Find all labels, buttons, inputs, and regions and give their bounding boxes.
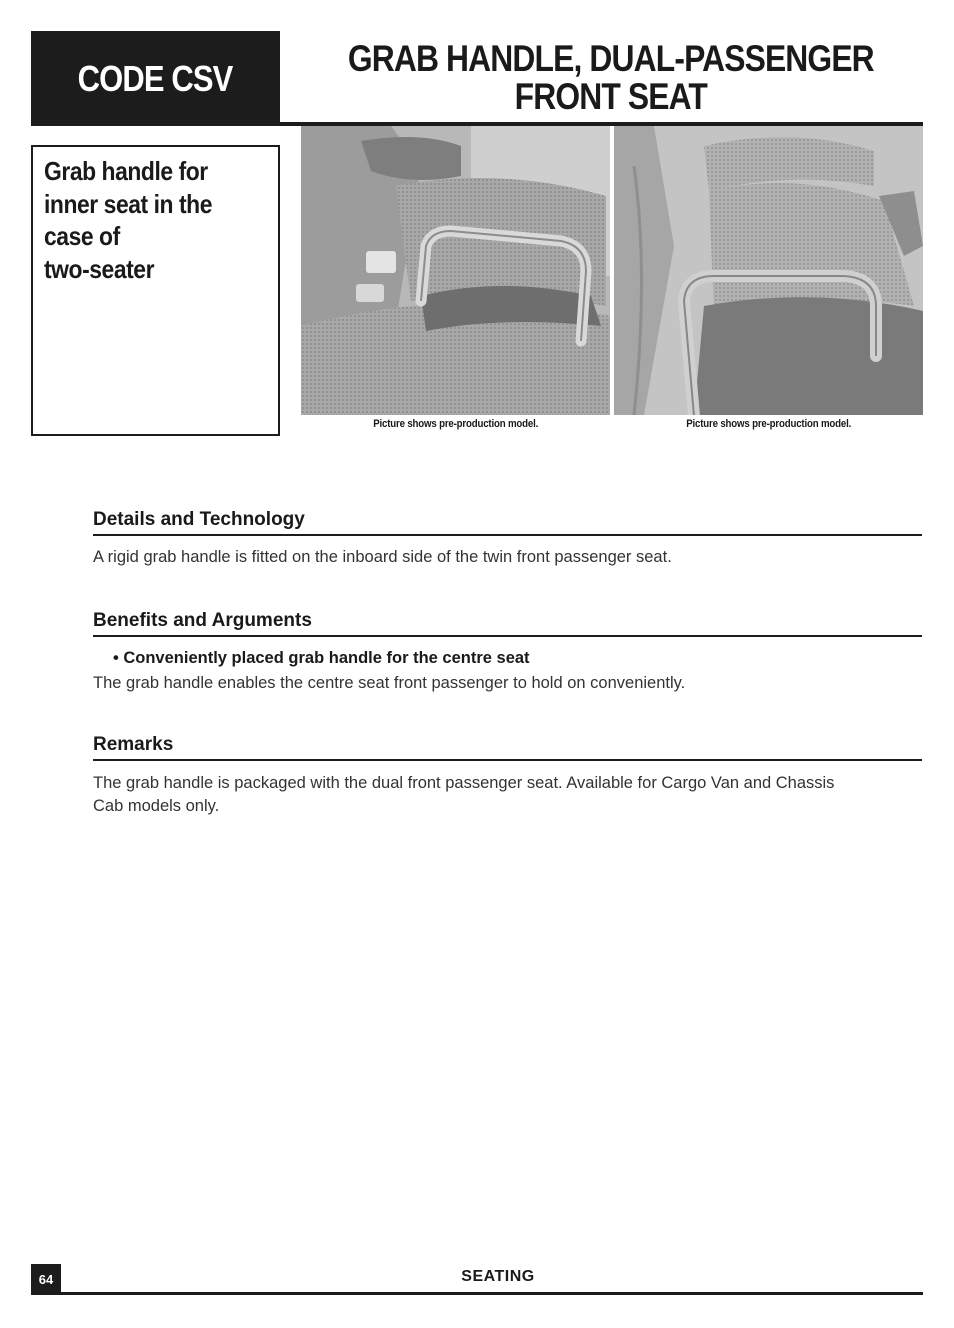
- page-title: [300, 40, 922, 116]
- title-line-2: FRONT SEAT: [514, 76, 708, 117]
- remarks-line-2: Cab models only.: [93, 797, 220, 815]
- code-badge: [31, 31, 280, 126]
- summary-line: case of: [44, 221, 120, 251]
- benefit-bullet: • Conveniently placed grab handle for the centre seat: [113, 649, 530, 667]
- remarks-line-1: The grab handle is packaged with the dual front passenger seat. Available for Cargo Van and Chassis: [93, 774, 835, 792]
- photo-caption-1: Picture shows pre-production model.: [373, 418, 538, 430]
- summary-line: inner seat in the: [44, 188, 212, 219]
- photo-caption-2: Picture shows pre-production model.: [686, 418, 851, 430]
- details-text: A rigid grab handle is fitted on the inboard side of the twin front passenger seat.: [93, 548, 672, 566]
- title-line-1: GRAB HANDLE, DUAL-PASSENGER: [348, 38, 874, 79]
- benefits-text: The grab handle enables the centre seat front passenger to hold on conveniently.: [93, 674, 686, 692]
- code-label: CODE CSV: [78, 57, 233, 99]
- page-number: 64: [31, 1264, 61, 1294]
- summary-line: Grab handle for: [44, 156, 208, 186]
- seat-grab-handle-photo-1: [301, 126, 610, 415]
- remarks-heading: Remarks: [93, 734, 922, 761]
- summary-text: [44, 155, 259, 285]
- seat-grab-handle-photo-2: [614, 126, 923, 415]
- details-heading: Details and Technology: [93, 509, 922, 536]
- footer-section-label: SEATING: [461, 1268, 535, 1285]
- summary-box: [31, 145, 280, 436]
- seat-grab-handle-icon: [614, 126, 923, 415]
- benefits-heading: Benefits and Arguments: [93, 610, 922, 637]
- footer-divider: [31, 1292, 923, 1295]
- seat-grab-handle-icon: [301, 126, 610, 415]
- remarks-text: [93, 772, 923, 818]
- summary-line: two-seater: [44, 253, 155, 284]
